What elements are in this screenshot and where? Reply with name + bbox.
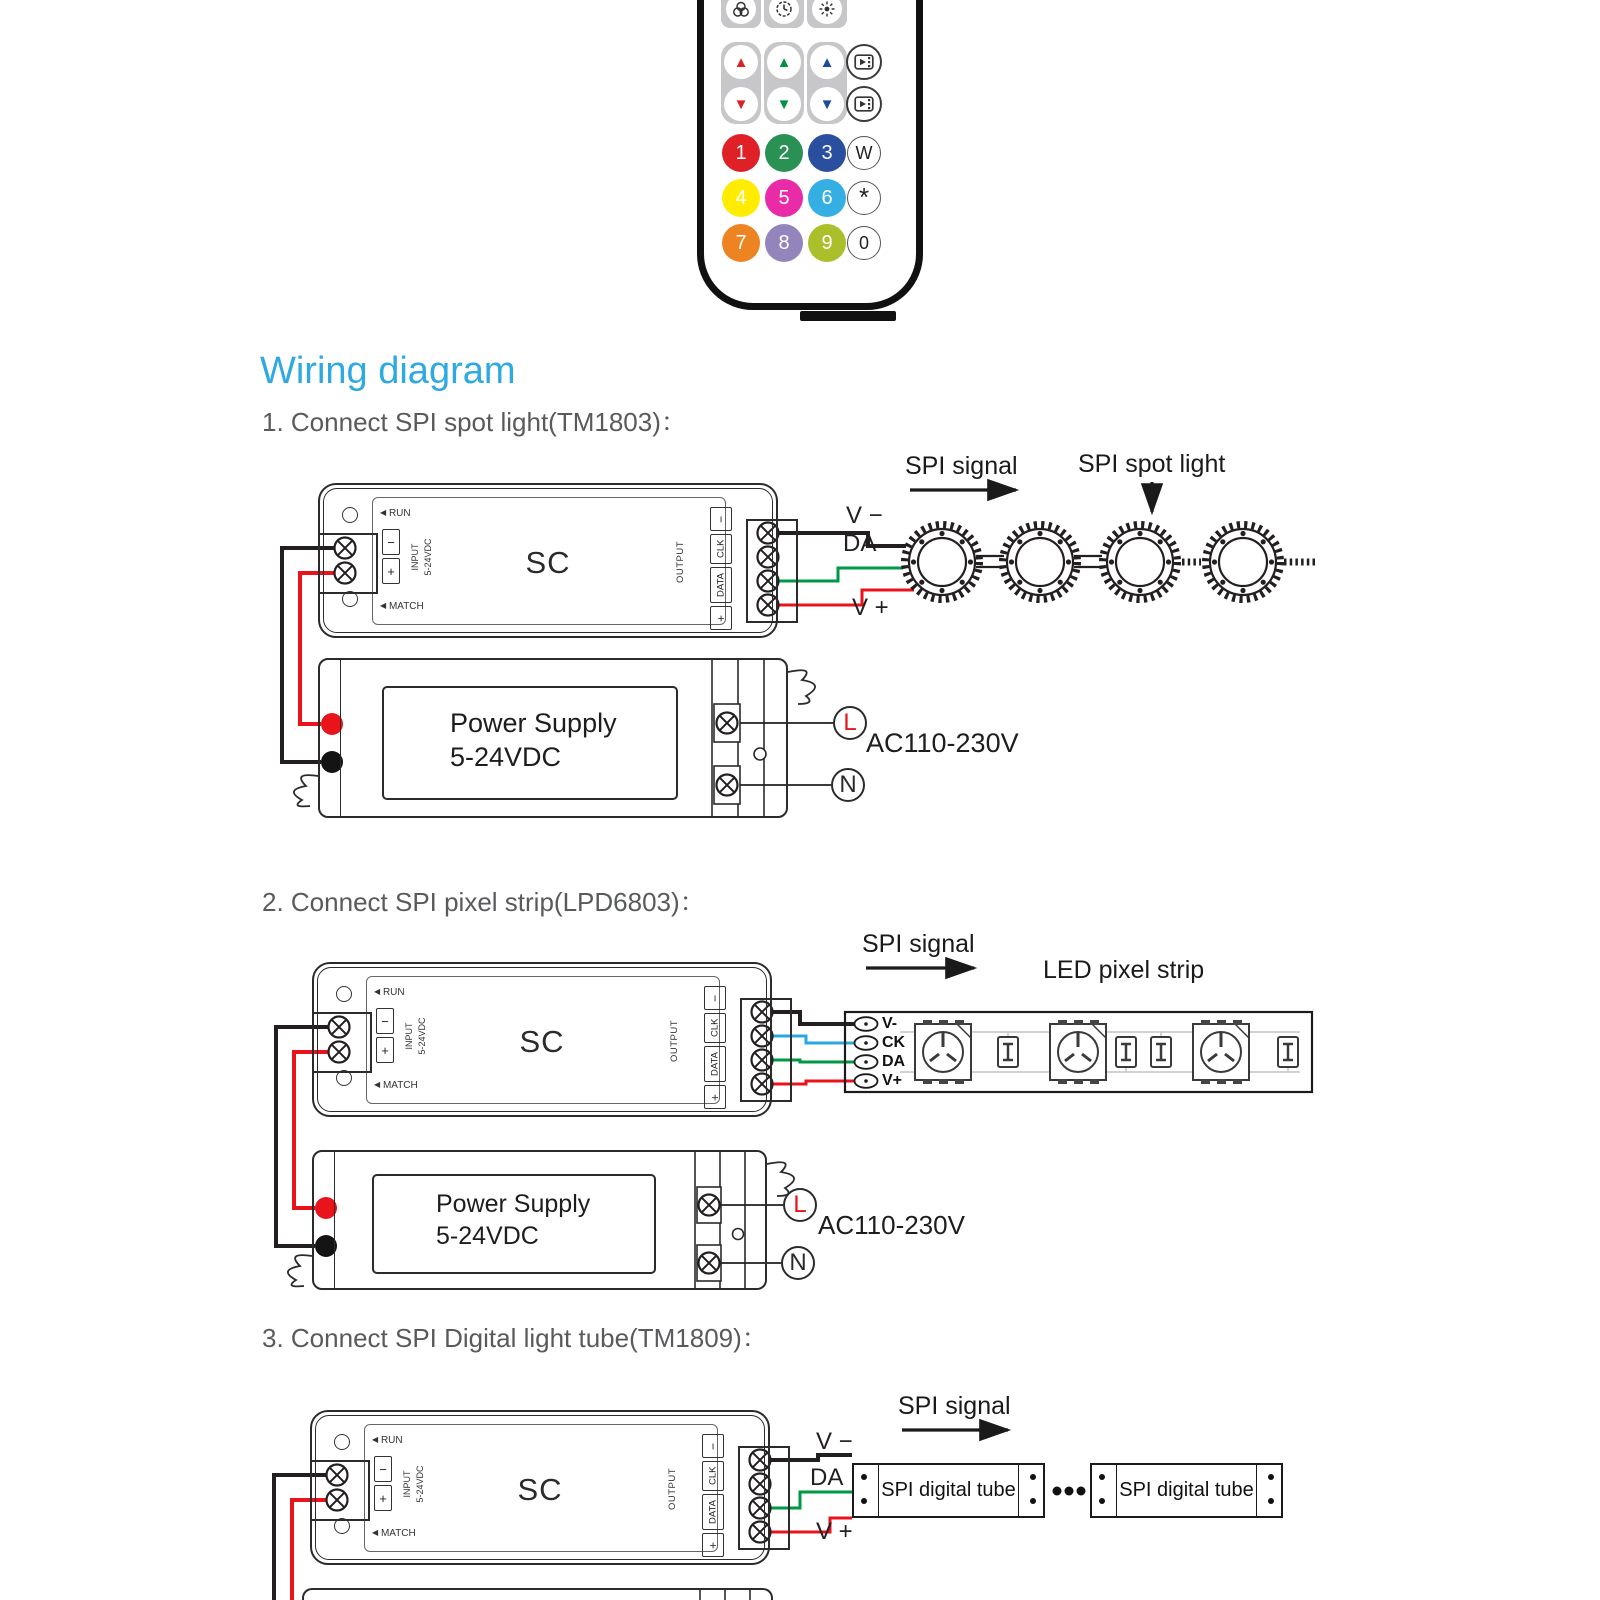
- run-indicator-label: ◀ RUN: [380, 508, 411, 519]
- run-arrow-icon: ◀: [372, 1435, 379, 1444]
- v-minus-label: V −: [846, 502, 883, 529]
- ps-name: Power Supply: [436, 1190, 591, 1218]
- tube-end-cap: [1256, 1465, 1257, 1516]
- output-minus-label: −: [704, 986, 726, 1010]
- power-supply-2: [312, 1150, 767, 1290]
- output-minus-label: −: [710, 507, 732, 531]
- section-3-heading: 3. Connect SPI Digital light tube(TM1809)：: [262, 1323, 768, 1353]
- input-voltage-label: INPUT 5-24VDC: [409, 538, 433, 576]
- input-voltage-label: INPUT 5-24VDC: [403, 1017, 427, 1055]
- remote-key-9[interactable]: 9: [808, 224, 846, 262]
- run-arrow-icon: ◀: [374, 987, 381, 996]
- spi-digital-tube-1: [852, 1463, 1045, 1518]
- speed-clock-icon: [769, 0, 799, 24]
- remote-key-3[interactable]: 3: [808, 134, 846, 172]
- output-data-label: DATA: [702, 1494, 724, 1530]
- input-plus-label: +: [382, 558, 400, 584]
- match-button-label: ◀ MATCH: [380, 601, 424, 612]
- blue-down-button[interactable]: [810, 87, 844, 121]
- da-label: DA: [810, 1464, 844, 1491]
- output-plus-label: +: [704, 1085, 726, 1109]
- output-minus-label: −: [702, 1434, 724, 1458]
- match-button-label: ◀ MATCH: [372, 1528, 416, 1539]
- remote-key-8[interactable]: 8: [765, 224, 803, 262]
- run-arrow-icon: ◀: [380, 508, 387, 517]
- red-up-button[interactable]: [724, 45, 758, 79]
- spot-light-label: SPI spot light: [1078, 450, 1226, 478]
- mode-down-button[interactable]: [846, 86, 882, 122]
- input-plus-label: +: [376, 1037, 394, 1063]
- color-mode-button[interactable]: [721, 0, 761, 28]
- up-arrow-icon: ▲: [776, 53, 792, 71]
- up-arrow-icon: ▲: [819, 53, 835, 71]
- live-terminal: L: [833, 706, 867, 740]
- remote-key-5[interactable]: 5: [765, 179, 803, 217]
- sc-title: SC: [519, 1024, 565, 1059]
- spi-signal-label: SPI signal: [905, 452, 1018, 480]
- output-clk-label: CLK: [710, 534, 732, 564]
- ac-voltage-label: AC110-230V: [866, 728, 1019, 758]
- remote-key-7[interactable]: 7: [722, 224, 760, 262]
- ps-voltage: 5-24VDC: [436, 1222, 539, 1250]
- section-2-heading: 2. Connect SPI pixel strip(LPD6803)：: [262, 887, 706, 917]
- output-terminal-block: [738, 1446, 790, 1550]
- sc-title: SC: [517, 1472, 563, 1507]
- section-1-heading: 1. Connect SPI spot light(TM1803)：: [262, 407, 687, 437]
- remote-key-6[interactable]: 6: [808, 179, 846, 217]
- ps-voltage: 5-24VDC: [450, 742, 562, 772]
- v-minus-label: V −: [816, 1428, 853, 1455]
- pad-da-label: DA: [882, 1053, 906, 1070]
- mounting-hole: [342, 507, 358, 523]
- film-play-icon: [854, 96, 874, 112]
- input-terminal-block: [310, 1460, 370, 1521]
- down-arrow-icon: ▼: [776, 95, 792, 113]
- neutral-terminal: N: [781, 1246, 815, 1280]
- output-label: OUTPUT: [668, 1019, 680, 1063]
- live-terminal: L: [783, 1188, 817, 1222]
- remote-bottom-bar: [800, 311, 896, 321]
- sc-controller-3: [310, 1410, 770, 1565]
- remote-key-star[interactable]: *: [847, 181, 881, 215]
- film-play-icon: [854, 54, 874, 70]
- output-terminal-block: [746, 519, 798, 623]
- output-label: OUTPUT: [666, 1467, 678, 1511]
- spi-signal-label: SPI signal: [862, 930, 975, 958]
- power-supply-1: [318, 658, 788, 818]
- match-arrow-icon: ◀: [372, 1528, 379, 1537]
- output-terminal-block: [740, 998, 792, 1102]
- down-arrow-icon: ▼: [819, 95, 835, 113]
- match-arrow-icon: ◀: [374, 1080, 381, 1089]
- mounting-hole: [334, 1434, 350, 1450]
- output-plus-label: +: [710, 606, 732, 630]
- sc-controller-2: [312, 962, 772, 1117]
- input-plus-label: +: [374, 1485, 392, 1511]
- v-plus-label: V +: [852, 594, 889, 621]
- brightness-icon: [812, 0, 842, 24]
- tube-label: SPI digital tube: [1119, 1479, 1254, 1501]
- input-minus-label: −: [376, 1008, 394, 1034]
- tube-end-cap: [1116, 1465, 1117, 1516]
- blue-up-button[interactable]: [810, 45, 844, 79]
- sc-controller-1: [318, 483, 778, 638]
- input-minus-label: −: [382, 529, 400, 555]
- remote-key-4[interactable]: 4: [722, 179, 760, 217]
- up-arrow-icon: ▲: [733, 53, 749, 71]
- output-data-label: DATA: [710, 567, 732, 603]
- pad-ck-label: CK: [882, 1034, 906, 1051]
- rgb-color-icon: [726, 0, 756, 24]
- remote-key-2[interactable]: 2: [765, 134, 803, 172]
- output-label: OUTPUT: [674, 540, 686, 584]
- tube-label: SPI digital tube: [881, 1479, 1016, 1501]
- down-arrow-icon: ▼: [733, 95, 749, 113]
- led-pixel-strip: [845, 1012, 1312, 1092]
- page-title: Wiring diagram: [260, 350, 516, 392]
- spi-digital-tube-2: [1090, 1463, 1283, 1518]
- sc-title: SC: [525, 545, 571, 580]
- brightness-button[interactable]: [807, 0, 847, 28]
- green-down-button[interactable]: [767, 87, 801, 121]
- speed-button[interactable]: [764, 0, 804, 28]
- pad-v-minus-label: V-: [882, 1015, 898, 1032]
- output-clk-label: CLK: [704, 1013, 726, 1043]
- match-arrow-icon: ◀: [380, 601, 387, 610]
- ps-divider: [334, 1152, 335, 1288]
- remote-key-0[interactable]: 0: [847, 226, 881, 260]
- output-plus-label: +: [702, 1533, 724, 1557]
- spi-signal-label: SPI signal: [898, 1392, 1011, 1420]
- remote-key-white[interactable]: W: [847, 136, 881, 170]
- input-terminal-block: [312, 1012, 372, 1073]
- match-button-label: ◀ MATCH: [374, 1080, 418, 1091]
- input-terminal-block: [318, 533, 378, 594]
- tube-end-cap: [878, 1465, 879, 1516]
- ps-name: Power Supply: [450, 708, 617, 738]
- output-clk-label: CLK: [702, 1461, 724, 1491]
- pixel-strip-label: LED pixel strip: [1043, 956, 1205, 984]
- run-indicator-label: ◀ RUN: [374, 987, 405, 998]
- ps-divider: [340, 660, 341, 816]
- run-indicator-label: ◀ RUN: [372, 1435, 403, 1446]
- remote-key-1[interactable]: 1: [722, 134, 760, 172]
- red-down-button[interactable]: [724, 87, 758, 121]
- green-up-button[interactable]: [767, 45, 801, 79]
- mounting-hole: [336, 986, 352, 1002]
- tube-end-cap: [1018, 1465, 1019, 1516]
- pad-v-plus-label: V+: [882, 1072, 903, 1089]
- mode-up-button[interactable]: [846, 44, 882, 80]
- input-voltage-label: INPUT 5-24VDC: [401, 1465, 425, 1503]
- neutral-terminal: N: [831, 768, 865, 802]
- da-label: DA: [843, 530, 877, 557]
- v-plus-label: V +: [816, 1518, 853, 1545]
- power-supply-3-partial: [302, 1588, 773, 1600]
- spot-light-chain: [905, 525, 1319, 600]
- output-data-label: DATA: [704, 1046, 726, 1082]
- input-minus-label: −: [374, 1456, 392, 1482]
- ac-voltage-label: AC110-230V: [818, 1210, 965, 1240]
